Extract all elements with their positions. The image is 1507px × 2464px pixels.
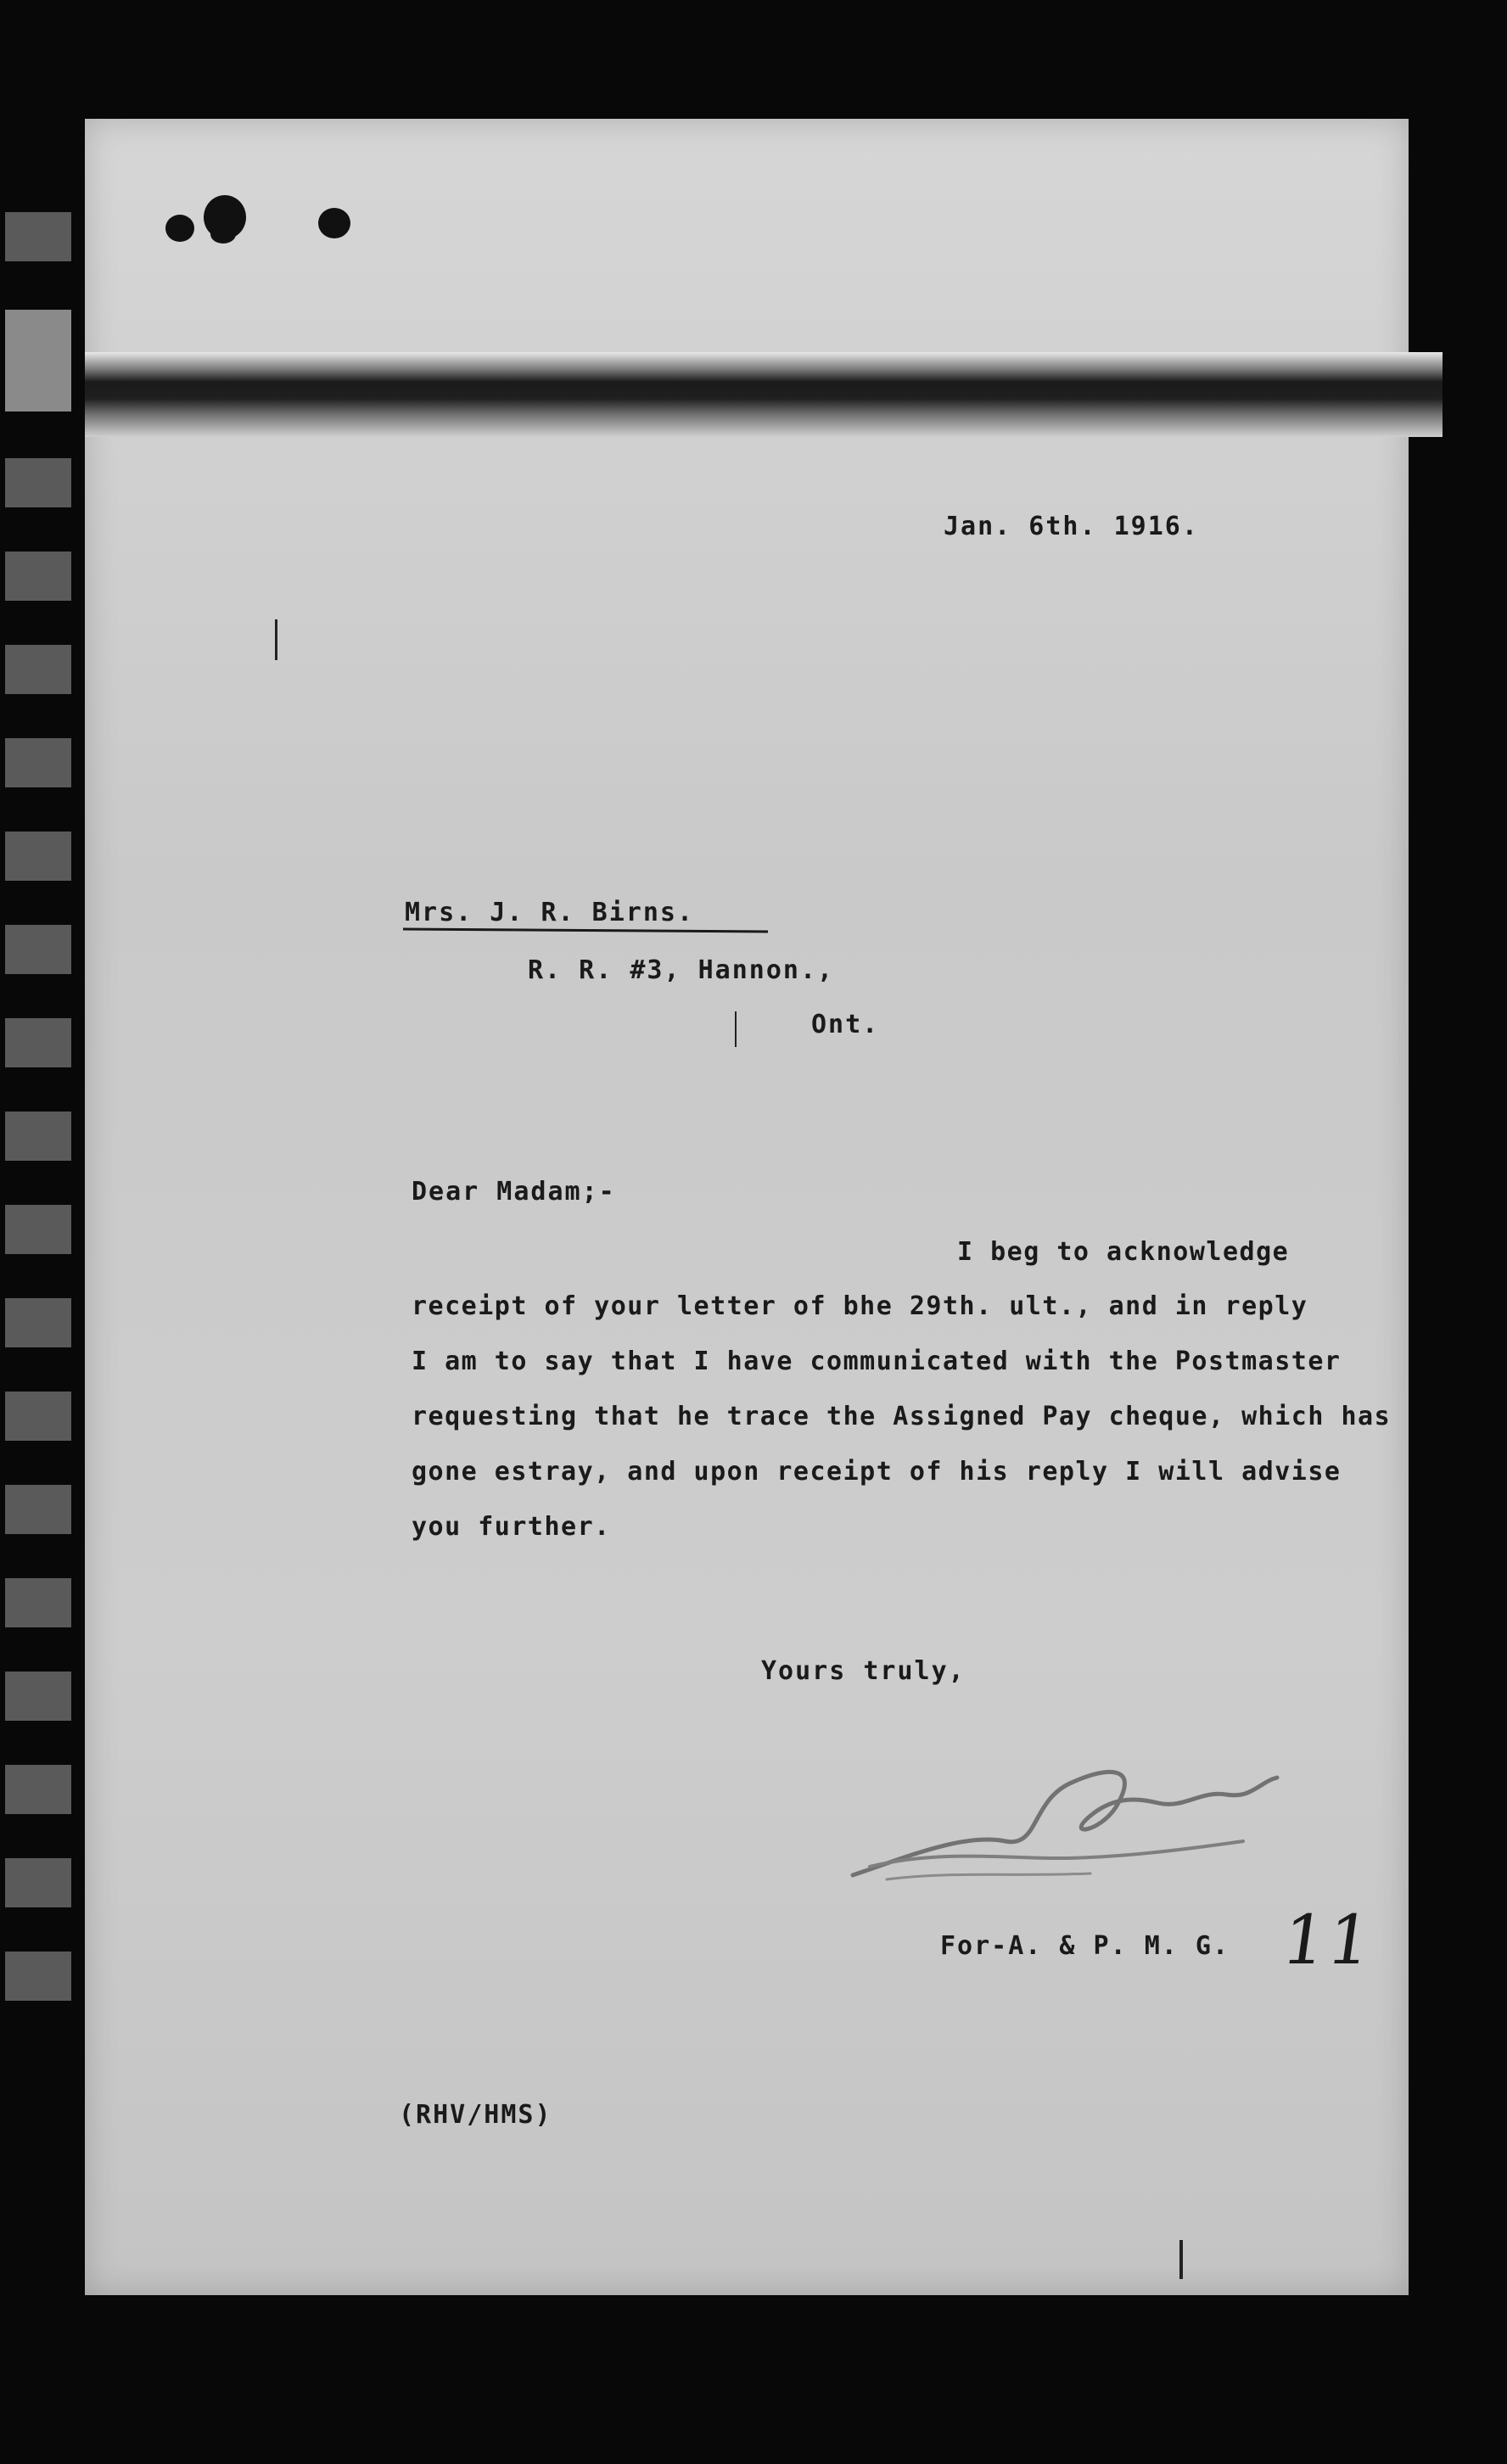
film-perforations bbox=[5, 212, 71, 1994]
body-line-4: requesting that he trace the Assigned Pay cheque, which has bbox=[412, 1402, 1392, 1431]
body-line-6: you further. bbox=[412, 1512, 611, 1542]
closing: Yours truly, bbox=[761, 1656, 966, 1686]
handwritten-signature bbox=[836, 1731, 1294, 1901]
body-line-5: gone estray, and upon receipt of his reply I will advise bbox=[412, 1457, 1342, 1487]
body-line-3: I am to say that I have communicated with the Postmaster bbox=[412, 1347, 1342, 1376]
signoff: For-A. & P. M. G. bbox=[940, 1931, 1230, 1961]
scan-fold-band bbox=[85, 352, 1443, 437]
stray-mark bbox=[735, 1011, 737, 1047]
margin-mark bbox=[275, 619, 277, 660]
corner-mark bbox=[1179, 2240, 1183, 2279]
body-line-1: I beg to acknowledge bbox=[957, 1237, 1290, 1267]
addressee-street: R. R. #3, Hannon., bbox=[528, 955, 835, 985]
margin-annotation: 11 bbox=[1277, 1901, 1379, 1980]
body-line-2: receipt of your letter of bhe 29th. ult., and in reply bbox=[412, 1291, 1308, 1321]
salutation: Dear Madam;- bbox=[412, 1177, 616, 1207]
addressee-province: Ont. bbox=[811, 1010, 880, 1039]
letter-date: Jan. 6th. 1916. bbox=[944, 512, 1199, 541]
reference-initials: (RHV/HMS) bbox=[399, 2100, 552, 2130]
document-sheet bbox=[85, 119, 1409, 2295]
addressee-name: Mrs. J. R. Birns. bbox=[405, 898, 695, 927]
